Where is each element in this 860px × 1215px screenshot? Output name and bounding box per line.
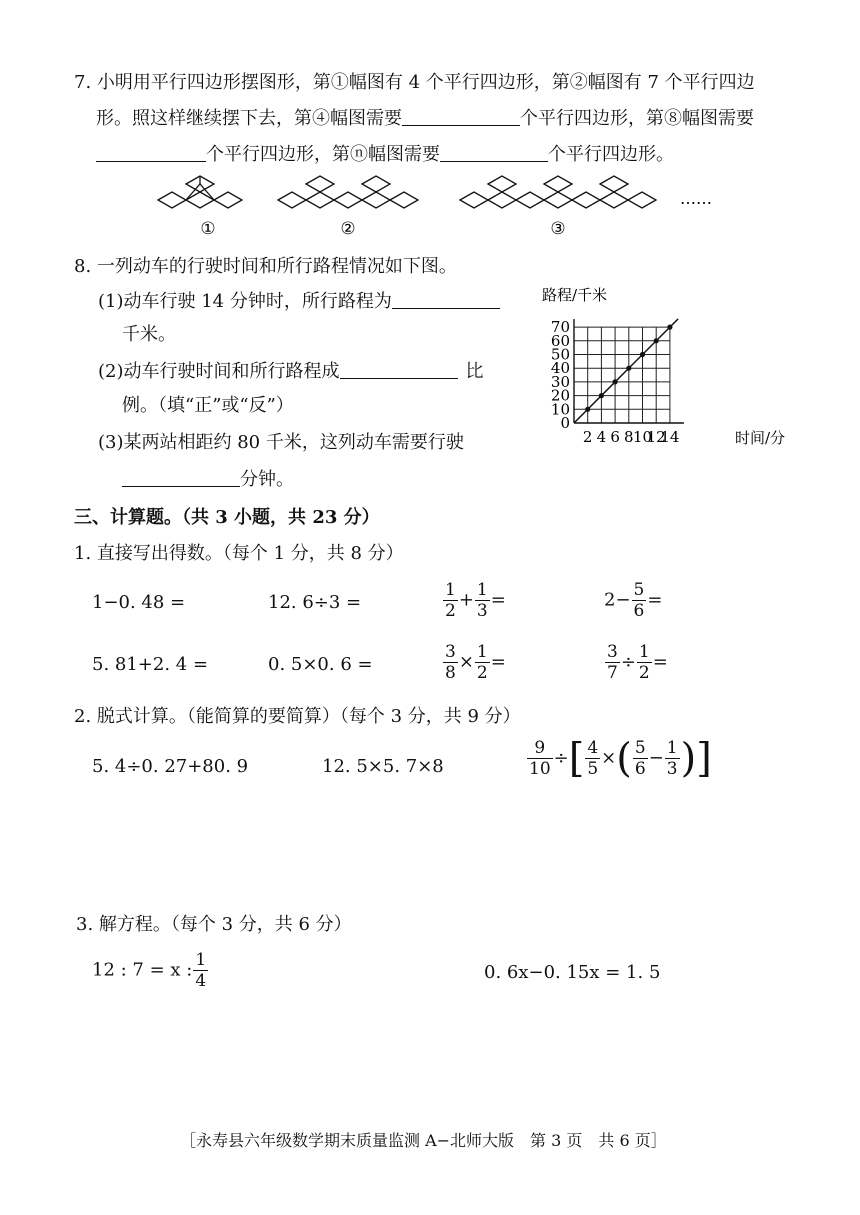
figure-label-1: ① xyxy=(200,219,216,239)
data-point xyxy=(613,379,618,384)
numerator: 1 xyxy=(666,738,678,758)
denominator: 10 xyxy=(529,759,551,779)
denominator: 8 xyxy=(445,663,456,683)
denominator: 2 xyxy=(445,601,456,621)
denominator: 3 xyxy=(476,601,488,621)
left-paren: ( xyxy=(616,735,632,782)
x-tick-label: 2 xyxy=(582,428,593,446)
q8-p2-text-c: 例。（填“正”或“反”） xyxy=(122,395,294,416)
parallelogram-figures xyxy=(150,170,730,240)
numerator: 4 xyxy=(587,738,599,758)
right-bracket: ] xyxy=(696,735,712,782)
calc-item-7 xyxy=(442,642,506,683)
y-tick-label: 20 xyxy=(550,386,570,405)
q8-p1-text-a: (1)动车行驶 14 分钟时，所行路程为 xyxy=(98,291,392,312)
operator: ÷ xyxy=(553,747,569,769)
calc-item-8 xyxy=(604,642,668,683)
denominator: 4 xyxy=(195,971,207,991)
q7-line3-text-b: 个平行四边形。 xyxy=(548,144,674,165)
q7-line2 xyxy=(96,105,754,132)
q8-part3-line2 xyxy=(122,466,294,493)
y-tick-label: 30 xyxy=(550,372,570,391)
y-tick-label: 60 xyxy=(550,331,570,350)
figure-3 xyxy=(460,176,656,208)
data-point xyxy=(585,407,590,412)
y-axis-label: 路程/千米 xyxy=(542,286,608,304)
answer-blank-q7-a[interactable] xyxy=(402,105,520,126)
x-axis-label: 时间/分 xyxy=(735,429,786,447)
numerator: 3 xyxy=(607,642,618,662)
chart-plot xyxy=(574,319,678,423)
expr-item-1: 5. 4÷0. 27+80. 9 xyxy=(92,756,249,777)
calc2-title: 2. 脱式计算。（能简算的要简算）（每个 3 分，共 9 分） xyxy=(74,706,521,727)
equation-1-left: 12 : 7 = x : xyxy=(92,959,193,981)
q7-line3-text-a: 个平行四边形，第ⓝ幅图需要 xyxy=(206,144,440,165)
figure-1 xyxy=(158,176,242,208)
operator: − xyxy=(648,747,664,769)
equation-1 xyxy=(92,950,209,991)
q8-p3-text-a: (3)某两站相距约 80 千米，这列动车需要行驶 xyxy=(98,432,464,453)
q8-part1 xyxy=(98,288,500,315)
section3-title: 三、计算题。（共 3 小题，共 23 分） xyxy=(74,507,380,528)
answer-blank-q8-3[interactable] xyxy=(122,466,240,487)
operator: × xyxy=(601,747,617,769)
right-paren: ) xyxy=(680,735,697,782)
denominator: 6 xyxy=(633,601,645,621)
data-point xyxy=(599,393,604,398)
operator: × xyxy=(458,651,474,673)
q7-line2-text-b: 个平行四边形，第⑧幅图需要 xyxy=(520,108,754,129)
calc3-title: 3. 解方程。（每个 3 分，共 6 分） xyxy=(76,914,352,935)
q8-title: 8. 一列动车的行驶时间和所行路程情况如下图。 xyxy=(74,256,457,277)
figure-label-2: ② xyxy=(340,219,356,239)
q7-line2-text-a: 形。照这样继续摆下去，第④幅图需要 xyxy=(96,108,402,129)
equals: = xyxy=(490,589,506,611)
numerator: 5 xyxy=(633,580,645,600)
numerator: 5 xyxy=(634,738,646,758)
y-tick-label: 10 xyxy=(550,400,570,419)
x-tick-label: 8 xyxy=(624,428,634,446)
numerator: 9 xyxy=(534,738,546,758)
q8-p1-text-b: 千米。 xyxy=(122,324,176,345)
q8-p2-text-b: 比 xyxy=(465,361,484,382)
numerator: 1 xyxy=(476,580,488,600)
x-tick-label: 10 xyxy=(632,428,653,446)
calc-item-6: 0. 5×0. 6 = xyxy=(268,654,373,675)
data-point xyxy=(667,325,672,330)
y-tick-label: 0 xyxy=(560,414,570,432)
numerator: 1 xyxy=(445,580,456,600)
left-bracket: [ xyxy=(568,735,585,782)
q8-p2-text-a: (2)动车行驶时间和所行路程成 xyxy=(98,361,340,382)
denominator: 5 xyxy=(587,759,599,779)
numerator: 1 xyxy=(195,950,207,970)
figure-2 xyxy=(278,176,418,208)
numerator: 3 xyxy=(445,642,456,662)
y-tick-label: 50 xyxy=(550,345,570,364)
q8-part2 xyxy=(98,358,484,385)
answer-blank-q7-b[interactable] xyxy=(96,141,206,162)
operator: + xyxy=(458,589,474,611)
denominator: 3 xyxy=(666,759,678,779)
calc-item-4 xyxy=(604,580,662,621)
data-point xyxy=(654,338,659,343)
denominator: 2 xyxy=(638,663,650,683)
calc-item-2: 12. 6÷3 = xyxy=(268,592,362,613)
denominator: 7 xyxy=(607,663,618,683)
answer-blank-q8-1[interactable] xyxy=(392,288,500,309)
q7-line3 xyxy=(96,141,674,168)
calc-item-5: 5. 81+2. 4 = xyxy=(92,654,209,675)
equals: = xyxy=(652,651,668,673)
answer-blank-q7-c[interactable] xyxy=(440,141,548,162)
x-tick-label: 14 xyxy=(660,428,680,446)
operator: ÷ xyxy=(620,651,636,673)
series-line xyxy=(574,319,678,423)
q8-p3-text-b: 分钟。 xyxy=(240,469,294,490)
calc1-title: 1. 直接写出得数。（每个 1 分，共 8 分） xyxy=(74,543,404,564)
distance-time-chart xyxy=(536,283,796,453)
expr-item-2: 12. 5×5. 7×8 xyxy=(322,756,444,777)
page-footer: ［永寿县六年级数学期末质量监测 A−北师大版 第 3 页 共 6 页］ xyxy=(180,1131,667,1150)
x-tick-label: 6 xyxy=(610,428,620,446)
calc-item-3 xyxy=(442,580,506,621)
numerator: 1 xyxy=(638,642,650,662)
y-tick-label: 40 xyxy=(550,359,570,378)
y-tick-label: 70 xyxy=(550,318,570,337)
q7-line1: 7. 小明用平行四边形摆图形，第①幅图有 4 个平行四边形，第②幅图有 7 个平行四边 xyxy=(74,72,755,93)
denominator: 2 xyxy=(476,663,488,683)
calc-item-1: 1−0. 48 = xyxy=(92,592,186,613)
ellipsis: …… xyxy=(680,189,712,208)
numerator: 1 xyxy=(476,642,488,662)
figure-label-3: ③ xyxy=(550,219,566,239)
x-tick-label: 12 xyxy=(646,428,666,446)
equation-2: 0. 6x−0. 15x = 1. 5 xyxy=(484,962,661,983)
x-tick-label: 4 xyxy=(596,428,607,446)
data-point xyxy=(640,352,645,357)
equals: = xyxy=(490,651,506,673)
minuend: 2− xyxy=(604,589,631,611)
denominator: 6 xyxy=(634,759,646,779)
answer-blank-q8-2[interactable] xyxy=(340,358,458,379)
equals: = xyxy=(647,589,663,611)
data-point xyxy=(626,366,631,371)
expr-item-3 xyxy=(526,735,712,782)
